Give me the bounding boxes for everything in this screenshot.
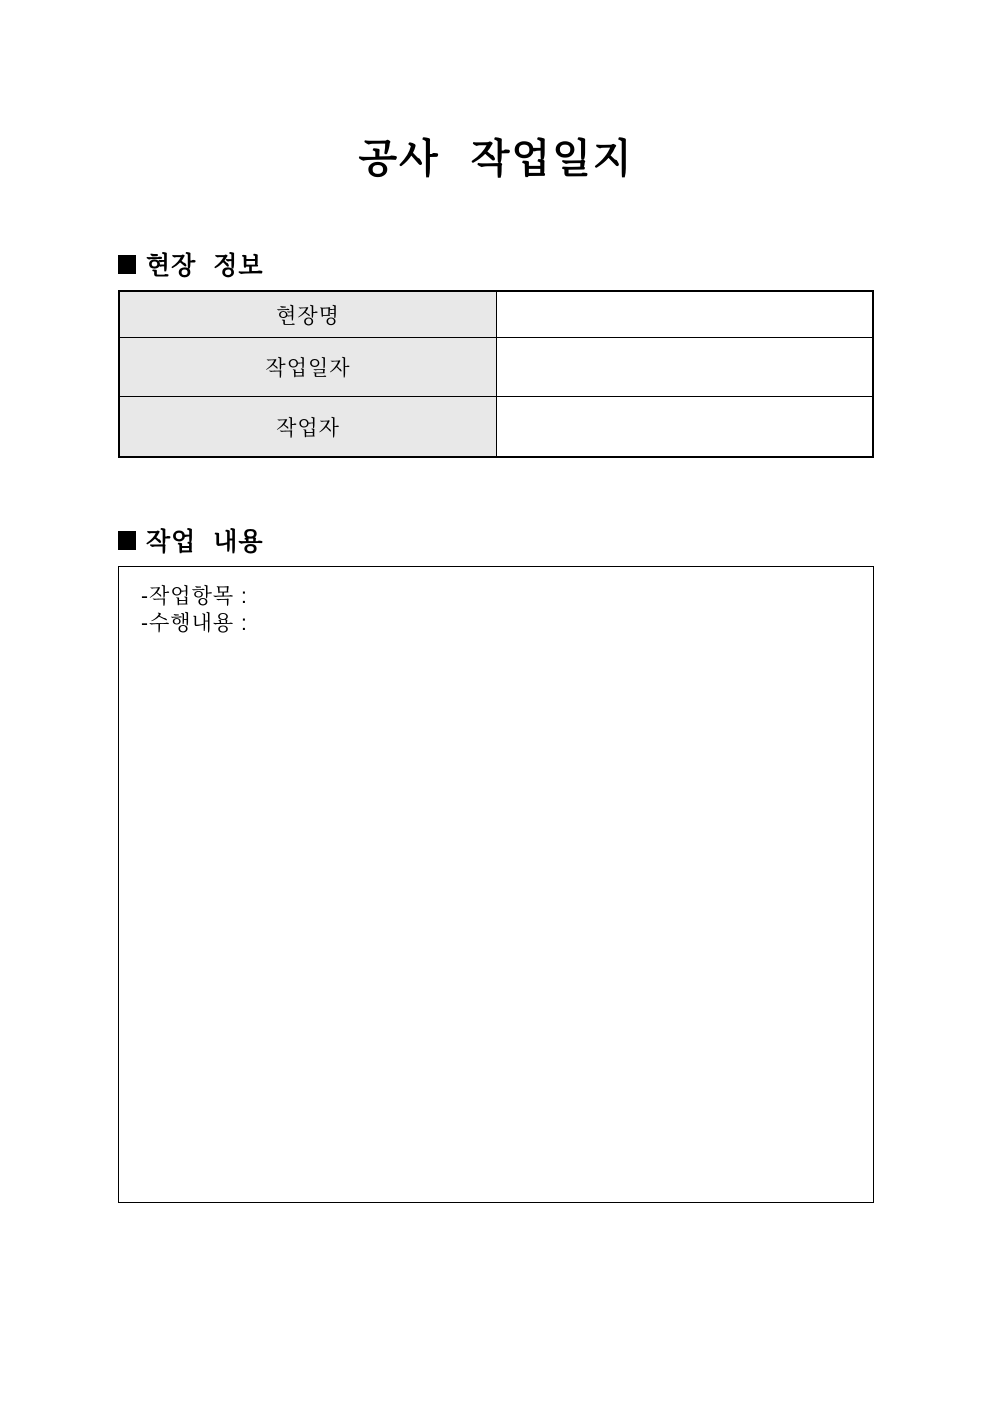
table-row-work-date bbox=[120, 337, 872, 396]
table-row-site-name bbox=[120, 292, 872, 337]
label-cell-site-name: 현장명 bbox=[120, 292, 497, 337]
section-title-site-info: 현장 정보 bbox=[146, 252, 264, 280]
table-row-worker bbox=[120, 396, 872, 456]
label-cell-work-date: 작업일자 bbox=[120, 338, 497, 396]
value-cell-work-date[interactable] bbox=[497, 338, 872, 396]
square-bullet-icon bbox=[118, 255, 136, 274]
section-heading-site-info bbox=[118, 246, 264, 282]
value-cell-worker[interactable] bbox=[497, 397, 872, 456]
value-cell-site-name[interactable] bbox=[497, 292, 872, 337]
work-performed-line: -수행내용 : bbox=[141, 612, 248, 635]
work-content-box[interactable] bbox=[118, 566, 874, 1203]
square-bullet-icon bbox=[118, 531, 136, 550]
section-title-work-content: 작업 내용 bbox=[146, 528, 264, 556]
label-cell-worker: 작업자 bbox=[120, 397, 497, 456]
work-item-line: -작업항목 : bbox=[141, 585, 248, 608]
section-heading-work-content bbox=[118, 522, 264, 558]
site-info-table bbox=[118, 290, 874, 458]
page-title: 공사 작업일지 bbox=[358, 137, 634, 181]
